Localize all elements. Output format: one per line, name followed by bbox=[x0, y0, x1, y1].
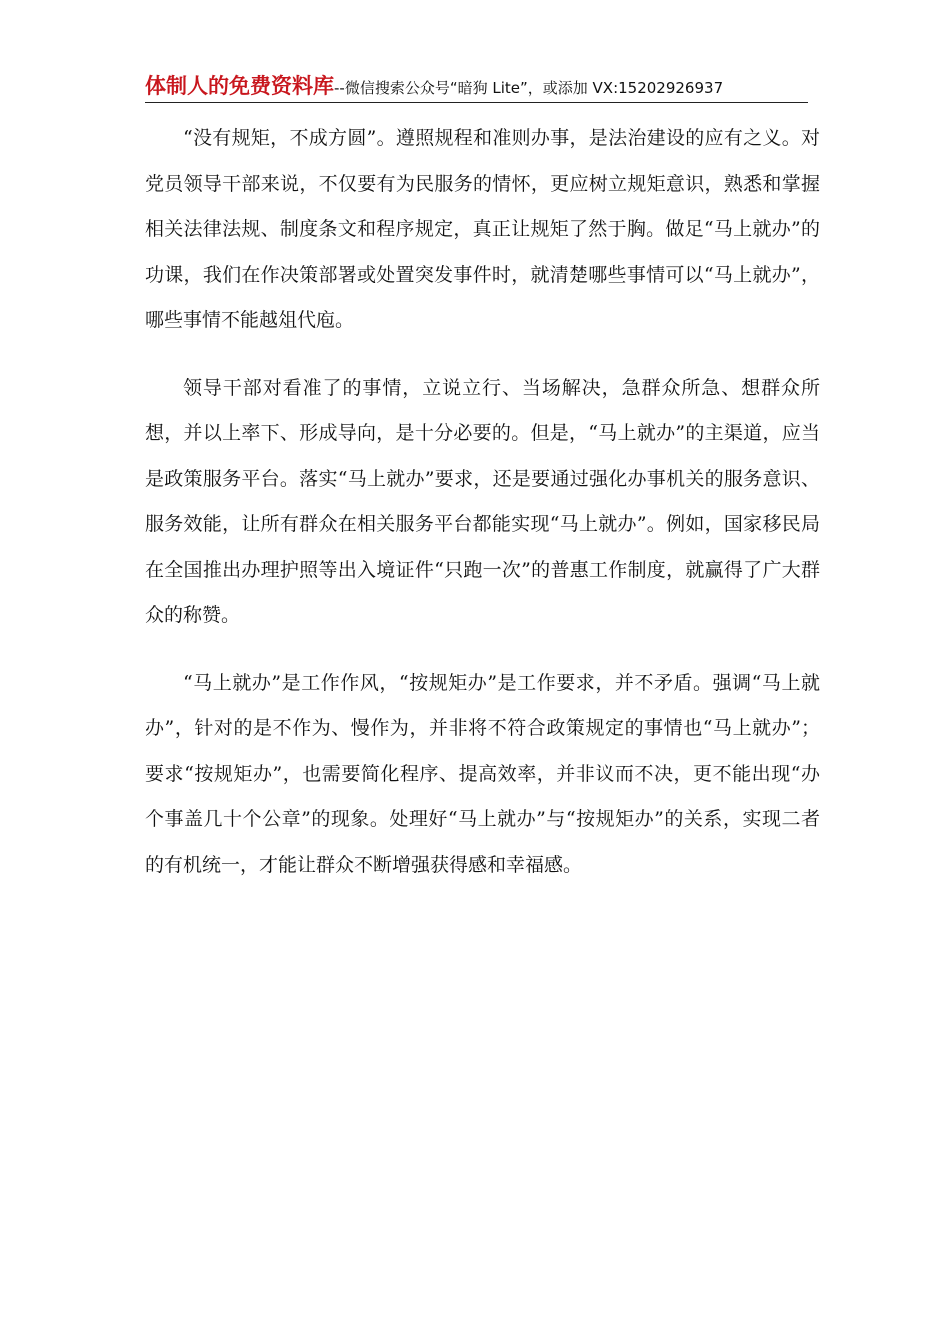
page-header bbox=[145, 72, 808, 103]
article-body bbox=[145, 116, 820, 910]
paragraph-3: “马上就办”是工作作风，“按规矩办”是工作要求，并不矛盾。强调“马上就办”，针对的是不作为、慢作为，并非将不符合政策规定的事情也“马上就办”；要求“按规矩办”，也需要简化程序、提高效率，并非议而不决，更不能出现“办个事盖几十个公章”的现象。处理好“马上就办”与“按规矩办”的关系，实现二者的有机统一，才能让群众不断增强获得感和幸福感。 bbox=[145, 671, 820, 876]
paragraph-1: “没有规矩，不成方圆”。遵照规程和准则办事，是法治建设的应有之义。对党员领导干部来说，不仅要有为民服务的情怀，更应树立规矩意识，熟悉和掌握相关法律法规、制度条文和程序规定，真正让规矩了然于胸。做足“马上就办”的功课，我们在作决策部署或处置突发事件时，就清楚哪些事情可以“马上就办”，哪些事情不能越俎代庖。 bbox=[145, 127, 820, 331]
header-subtitle: --微信搜索公众号“暗狗 Lite”，或添加 VX:15202926937 bbox=[334, 79, 724, 97]
paragraph-2: 领导干部对看准了的事情，立说立行、当场解决，急群众所急、想群众所想，并以上率下、形成导向，是十分必要的。但是，“马上就办”的主渠道，应当是政策服务平台。落实“马上就办”要求，还是要通过强化办事机关的服务意识、服务效能，让所有群众在相关服务平台都能实现“马上就办”。例如，国家移民局在全国推出办理护照等出入境证件“只跑一次”的普惠工作制度，就赢得了广大群众的称赞。 bbox=[145, 376, 820, 626]
header-brand: 体制人的免费资料库 bbox=[145, 74, 334, 98]
